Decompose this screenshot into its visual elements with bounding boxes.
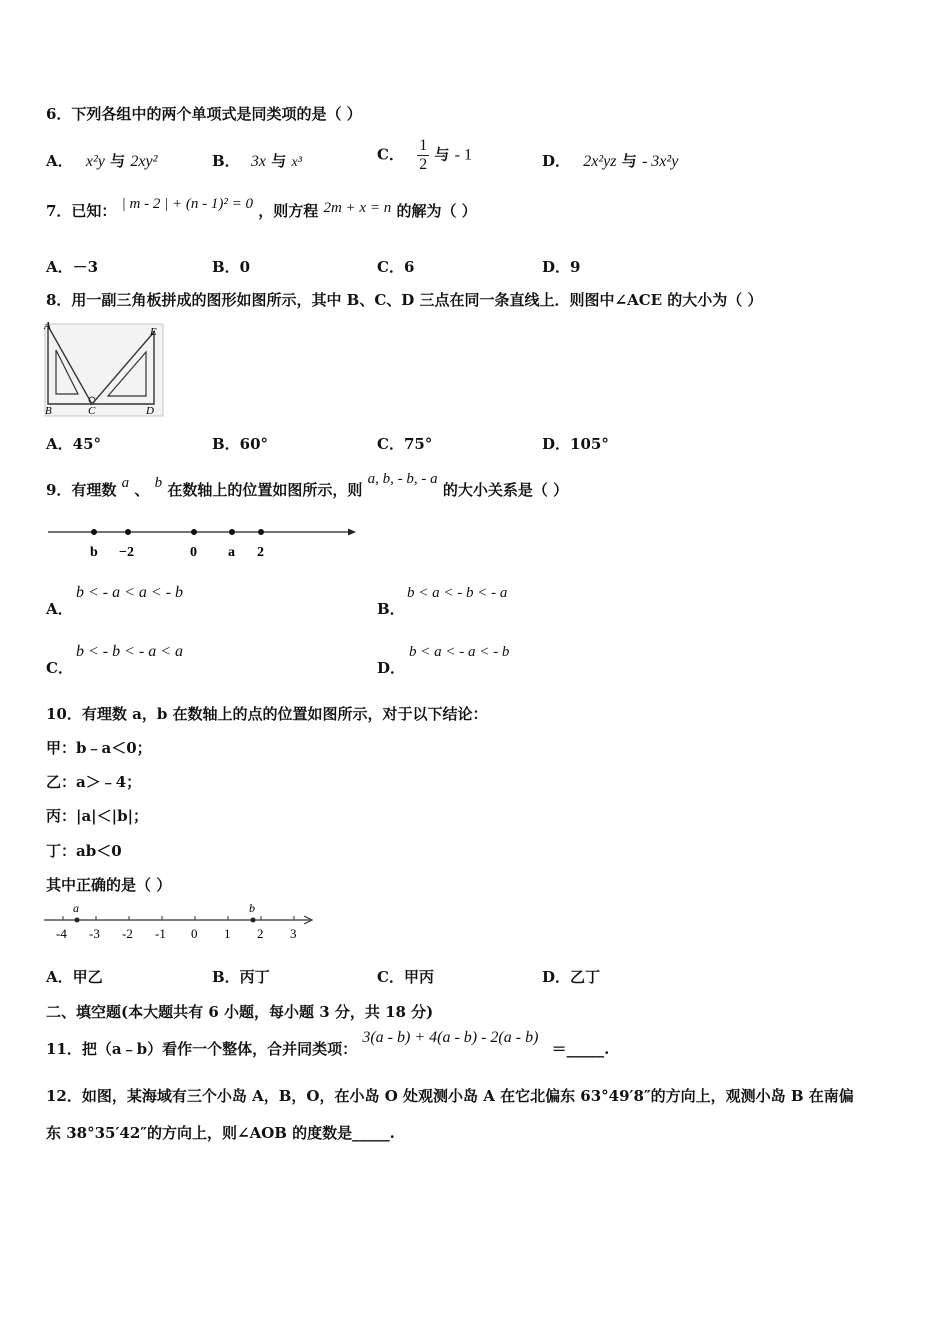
fraction bbox=[417, 137, 429, 174]
q11-stem bbox=[46, 1029, 610, 1059]
q6-option-a[interactable] bbox=[46, 150, 157, 171]
option-label: A． bbox=[46, 152, 73, 170]
q10-statement-jia: 甲：b﹣a＜0； bbox=[46, 739, 152, 757]
axis-label: 0 bbox=[190, 545, 197, 560]
option-label: C． bbox=[377, 145, 404, 164]
q9-option-a-expr: b < - a < a < - b bbox=[76, 584, 184, 601]
q9-option-a-label[interactable]: A． bbox=[46, 600, 73, 618]
q8-option-a[interactable]: A．45° bbox=[46, 435, 102, 453]
tick-label: -3 bbox=[89, 926, 100, 941]
triangle-set-figure bbox=[42, 318, 166, 418]
q9-prefix: 9．有理数 bbox=[46, 481, 117, 499]
math-expr: x³ bbox=[291, 155, 302, 170]
q8-option-c[interactable]: C．75° bbox=[377, 435, 433, 453]
label-b: B bbox=[45, 405, 52, 417]
q7-option-d[interactable]: D．9 bbox=[542, 258, 581, 276]
tick-label: -2 bbox=[122, 926, 133, 941]
math-expr: - 1 bbox=[454, 146, 472, 164]
math-expr: - 3x²y bbox=[641, 153, 679, 170]
math-expr: 2x²yz bbox=[583, 153, 617, 170]
conj: 与 bbox=[434, 145, 450, 164]
q11-prefix: 11．把（a﹣b）看作一个整体，合并同类项： bbox=[46, 1040, 358, 1058]
q10-statement-yi: 乙：a＞﹣4； bbox=[46, 773, 142, 791]
label-e: E bbox=[150, 326, 157, 338]
fraction-denominator: 2 bbox=[419, 156, 428, 173]
q9-option-b-expr: b < a < - b < - a bbox=[407, 585, 508, 601]
q9-number-line bbox=[46, 522, 366, 562]
q9-suffix: 的大小关系是（ ） bbox=[442, 481, 569, 499]
q8-stem: 8．用一副三角板拼成的图形如图所示，其中 B、C、D 三点在同一条直线上．则图中∠ACE 的大小为（ ） bbox=[46, 291, 763, 309]
q9-option-d-label[interactable]: D． bbox=[377, 659, 406, 677]
tick-label: 3 bbox=[290, 926, 297, 941]
q10-option-b[interactable]: B．丙丁 bbox=[212, 968, 270, 986]
math-expr: 3x bbox=[250, 153, 267, 170]
q6-option-d[interactable] bbox=[542, 150, 678, 171]
q9-option-c-label[interactable]: C． bbox=[46, 659, 73, 677]
q9-option-b-label[interactable]: B． bbox=[377, 600, 405, 618]
answer-blank[interactable]: ＝_____. bbox=[551, 1040, 610, 1058]
math-expr: a, b, - b, - a bbox=[367, 471, 438, 487]
q9-option-d-expr: b < a < - a < - b bbox=[409, 644, 510, 660]
q6-option-b[interactable] bbox=[212, 150, 302, 171]
math-expr: | m - 2 | + (n - 1)² = 0 bbox=[121, 196, 253, 212]
q10-option-d[interactable]: D．乙丁 bbox=[542, 968, 601, 986]
q6-option-c[interactable] bbox=[377, 137, 472, 174]
q7-option-a[interactable]: A．－3 bbox=[46, 258, 99, 276]
q10-option-c[interactable]: C．甲丙 bbox=[377, 968, 434, 986]
q9-option-c-expr: b < - b < - a < a bbox=[76, 643, 184, 660]
conj: 与 bbox=[110, 152, 126, 170]
q8-option-b[interactable]: B．60° bbox=[212, 435, 269, 453]
q8-option-d[interactable]: D．105° bbox=[542, 435, 609, 453]
tick-label: -4 bbox=[56, 926, 67, 941]
math-var: b bbox=[154, 475, 163, 491]
point-label-b: b bbox=[249, 901, 255, 915]
option-label: B． bbox=[212, 152, 240, 170]
option-label: D． bbox=[542, 152, 571, 170]
q7-middle: ，则方程 bbox=[258, 202, 319, 220]
label-d: D bbox=[146, 405, 154, 417]
q7-suffix: 的解为（ ） bbox=[396, 202, 477, 220]
q12-line-1: 12．如图，某海域有三个小岛 A，B，O，在小岛 O 处观测小岛 A 在它北偏东 63°49′8″的方向上，观测小岛 B 在南偏 bbox=[46, 1087, 854, 1105]
math-expr: x²y bbox=[85, 153, 105, 170]
math-expr: 2m + x = n bbox=[323, 200, 392, 216]
q12-line-2: 东 38°35′42″的方向上，则∠AOB 的度数是_____. bbox=[46, 1124, 395, 1142]
q9-middle: 在数轴上的位置如图所示，则 bbox=[167, 481, 363, 499]
tick-label: 1 bbox=[224, 926, 231, 941]
math-var: a bbox=[121, 475, 130, 491]
q7-option-c[interactable]: C．6 bbox=[377, 258, 415, 276]
q10-stem: 10．有理数 a，b 在数轴上的点的位置如图所示，对于以下结论： bbox=[46, 705, 488, 723]
tick-label: 0 bbox=[191, 926, 198, 941]
q10-option-a[interactable]: A．甲乙 bbox=[46, 968, 103, 986]
axis-label: −2 bbox=[119, 545, 134, 560]
axis-label: b bbox=[90, 545, 98, 560]
axis-label: a bbox=[228, 545, 235, 560]
q10-question: 其中正确的是（ ） bbox=[46, 876, 172, 894]
axis-label: 2 bbox=[257, 545, 264, 560]
q9-sep: 、 bbox=[134, 481, 150, 499]
label-a: A bbox=[44, 320, 51, 332]
q10-statement-bing: 丙：|a|＜|b|； bbox=[46, 807, 149, 825]
math-expr: 3(a - b) + 4(a - b) - 2(a - b) bbox=[362, 1029, 539, 1046]
fraction-numerator: 1 bbox=[419, 137, 428, 154]
tick-label: -1 bbox=[155, 926, 166, 941]
label-c: C bbox=[88, 405, 96, 417]
point-label-a: a bbox=[73, 901, 79, 915]
q10-statement-ding: 丁：ab＜0 bbox=[46, 842, 122, 860]
q7-prefix: 7．已知： bbox=[46, 202, 117, 220]
conj: 与 bbox=[271, 152, 287, 170]
q10-number-line bbox=[42, 900, 322, 946]
q7-option-b[interactable]: B．0 bbox=[212, 258, 251, 276]
q7-stem bbox=[46, 196, 477, 221]
q6-stem: 6．下列各组中的两个单项式是同类项的是（ ） bbox=[46, 105, 362, 123]
tick-label: 2 bbox=[257, 926, 264, 941]
section-heading: 二、填空题(本大题共有 6 小题，每小题 3 分，共 18 分) bbox=[46, 1003, 434, 1021]
math-expr: 2xy² bbox=[130, 153, 158, 170]
q9-stem bbox=[46, 471, 569, 500]
conj: 与 bbox=[621, 152, 637, 170]
